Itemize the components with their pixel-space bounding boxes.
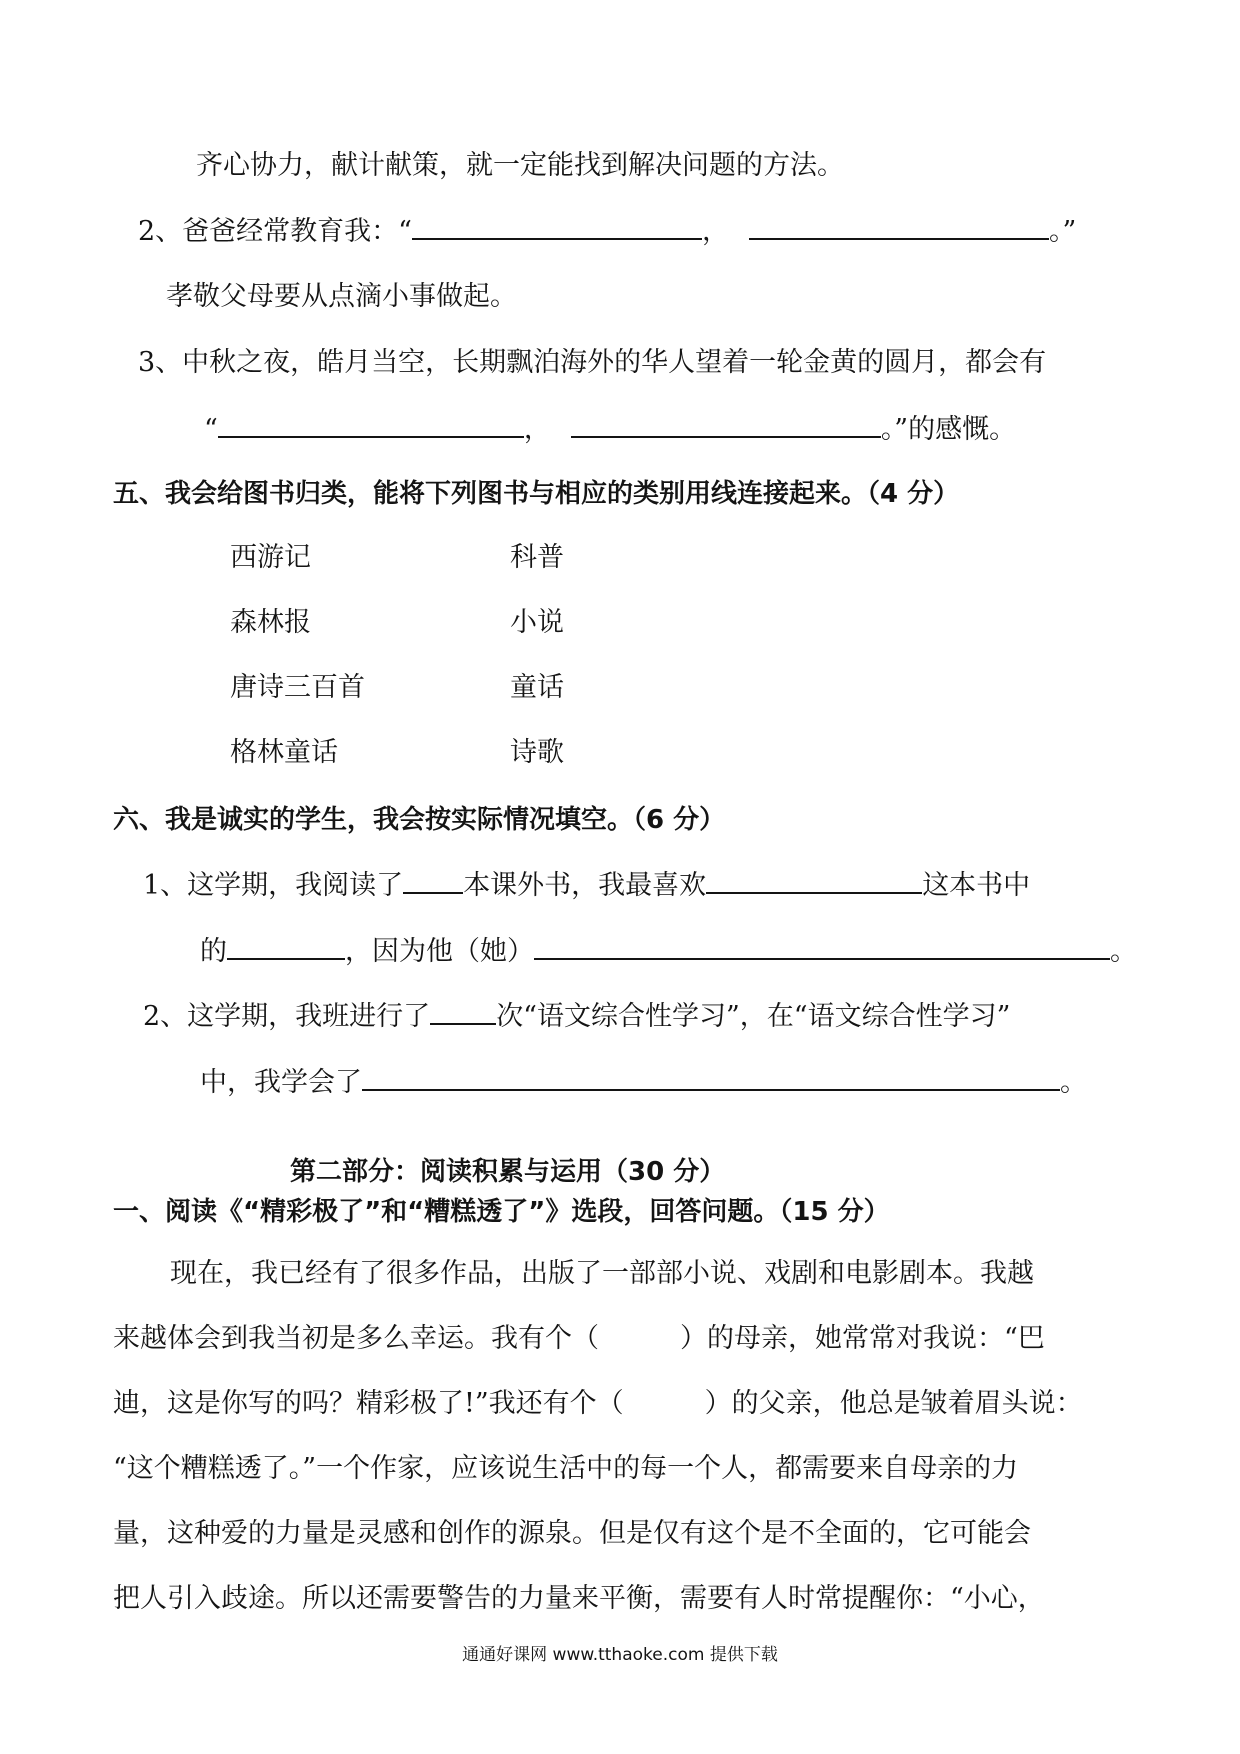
answer-blank[interactable] bbox=[534, 932, 1110, 960]
passage-line: 量，这种爱的力量是灵感和创作的源泉。但是仅有这个是不全面的，它可能会 bbox=[113, 1518, 1031, 1549]
section-5-title: 五、我会给图书归类，能将下列图书与相应的类别用线连接起来。（4 分） bbox=[113, 479, 960, 509]
answer-blank[interactable] bbox=[749, 212, 1049, 240]
part-2-title: 第二部分：阅读积累与运用（30 分） bbox=[290, 1157, 726, 1187]
punctuation: ， bbox=[701, 216, 729, 247]
punctuation: ， bbox=[523, 414, 551, 445]
question-6-2-cont: 中，我学会了 。 bbox=[200, 1063, 1087, 1103]
part-2-question-1-title: 一、阅读《“精彩极了”和“糟糕透了”》选段，回答问题。（15 分） bbox=[113, 1197, 890, 1227]
category-item[interactable]: 童话 bbox=[510, 672, 564, 703]
answer-blank[interactable] bbox=[227, 932, 345, 960]
question-4-3-blanks bbox=[204, 410, 1016, 450]
book-item[interactable]: 森林报 bbox=[230, 607, 311, 638]
answer-blank[interactable] bbox=[706, 866, 922, 894]
book-item[interactable]: 西游记 bbox=[230, 542, 311, 573]
answer-blank[interactable] bbox=[430, 997, 496, 1025]
passage-line: 现在，我已经有了很多作品，出版了一部部小说、戏剧和电影剧本。我越 bbox=[170, 1258, 1034, 1289]
sentence-text: 齐心协力，献计献策，就一定能找到解决问题的方法。 bbox=[196, 150, 844, 181]
question-4-3 bbox=[138, 343, 1046, 383]
answer-blank[interactable] bbox=[403, 866, 463, 894]
punctuation: 。”的感慨。 bbox=[880, 414, 1017, 445]
passage-line: 迪，这是你写的吗？精彩极了!”我还有个（ ）的父亲，他总是皱着眉头说： bbox=[113, 1388, 1083, 1419]
question-6-2: 2、这学期，我班进行了 次“语文综合性学习”，在“语文综合性学习” bbox=[143, 997, 1010, 1037]
footer-credit: 通通好课网 www.tthaoke.com 提供下载 bbox=[462, 1645, 778, 1665]
question-4-2 bbox=[138, 212, 1076, 252]
punctuation: 。” bbox=[1048, 216, 1077, 247]
book-item[interactable]: 唐诗三百首 bbox=[230, 672, 365, 703]
book-item[interactable]: 格林童话 bbox=[230, 737, 338, 768]
question-6-1-cont: 的 ，因为他（她） 。 bbox=[200, 932, 1137, 972]
sentence-line bbox=[196, 146, 844, 186]
answer-blank[interactable] bbox=[571, 410, 881, 438]
answer-blank[interactable] bbox=[362, 1063, 1060, 1091]
passage-line: 来越体会到我当初是多么幸运。我有个（ ）的母亲，她常常对我说：“巴 bbox=[113, 1323, 1045, 1354]
passage-line: “这个糟糕透了。”一个作家，应该说生活中的每一个人，都需要来自母亲的力 bbox=[113, 1453, 1019, 1484]
punctuation: “ bbox=[204, 414, 218, 445]
question-text: 3、中秋之夜，皓月当空，长期飘泊海外的华人望着一轮金黄的圆月，都会有 bbox=[138, 347, 1047, 378]
category-item[interactable]: 科普 bbox=[510, 542, 564, 573]
sentence-text: 孝敬父母要从点滴小事做起。 bbox=[166, 281, 517, 312]
passage-line: 把人引入歧途。所以还需要警告的力量来平衡，需要有人时常提醒你：“小心， bbox=[113, 1583, 1045, 1614]
sentence-line bbox=[166, 277, 517, 317]
question-text: 2、爸爸经常教育我：“ bbox=[138, 216, 412, 247]
answer-blank[interactable] bbox=[218, 410, 524, 438]
answer-blank[interactable] bbox=[412, 212, 702, 240]
question-6-1: 1、这学期，我阅读了 本课外书，我最喜欢 这本书中 bbox=[143, 866, 1030, 906]
section-6-title: 六、我是诚实的学生，我会按实际情况填空。（6 分） bbox=[113, 805, 726, 835]
category-item[interactable]: 小说 bbox=[510, 607, 564, 638]
category-item[interactable]: 诗歌 bbox=[510, 737, 564, 768]
